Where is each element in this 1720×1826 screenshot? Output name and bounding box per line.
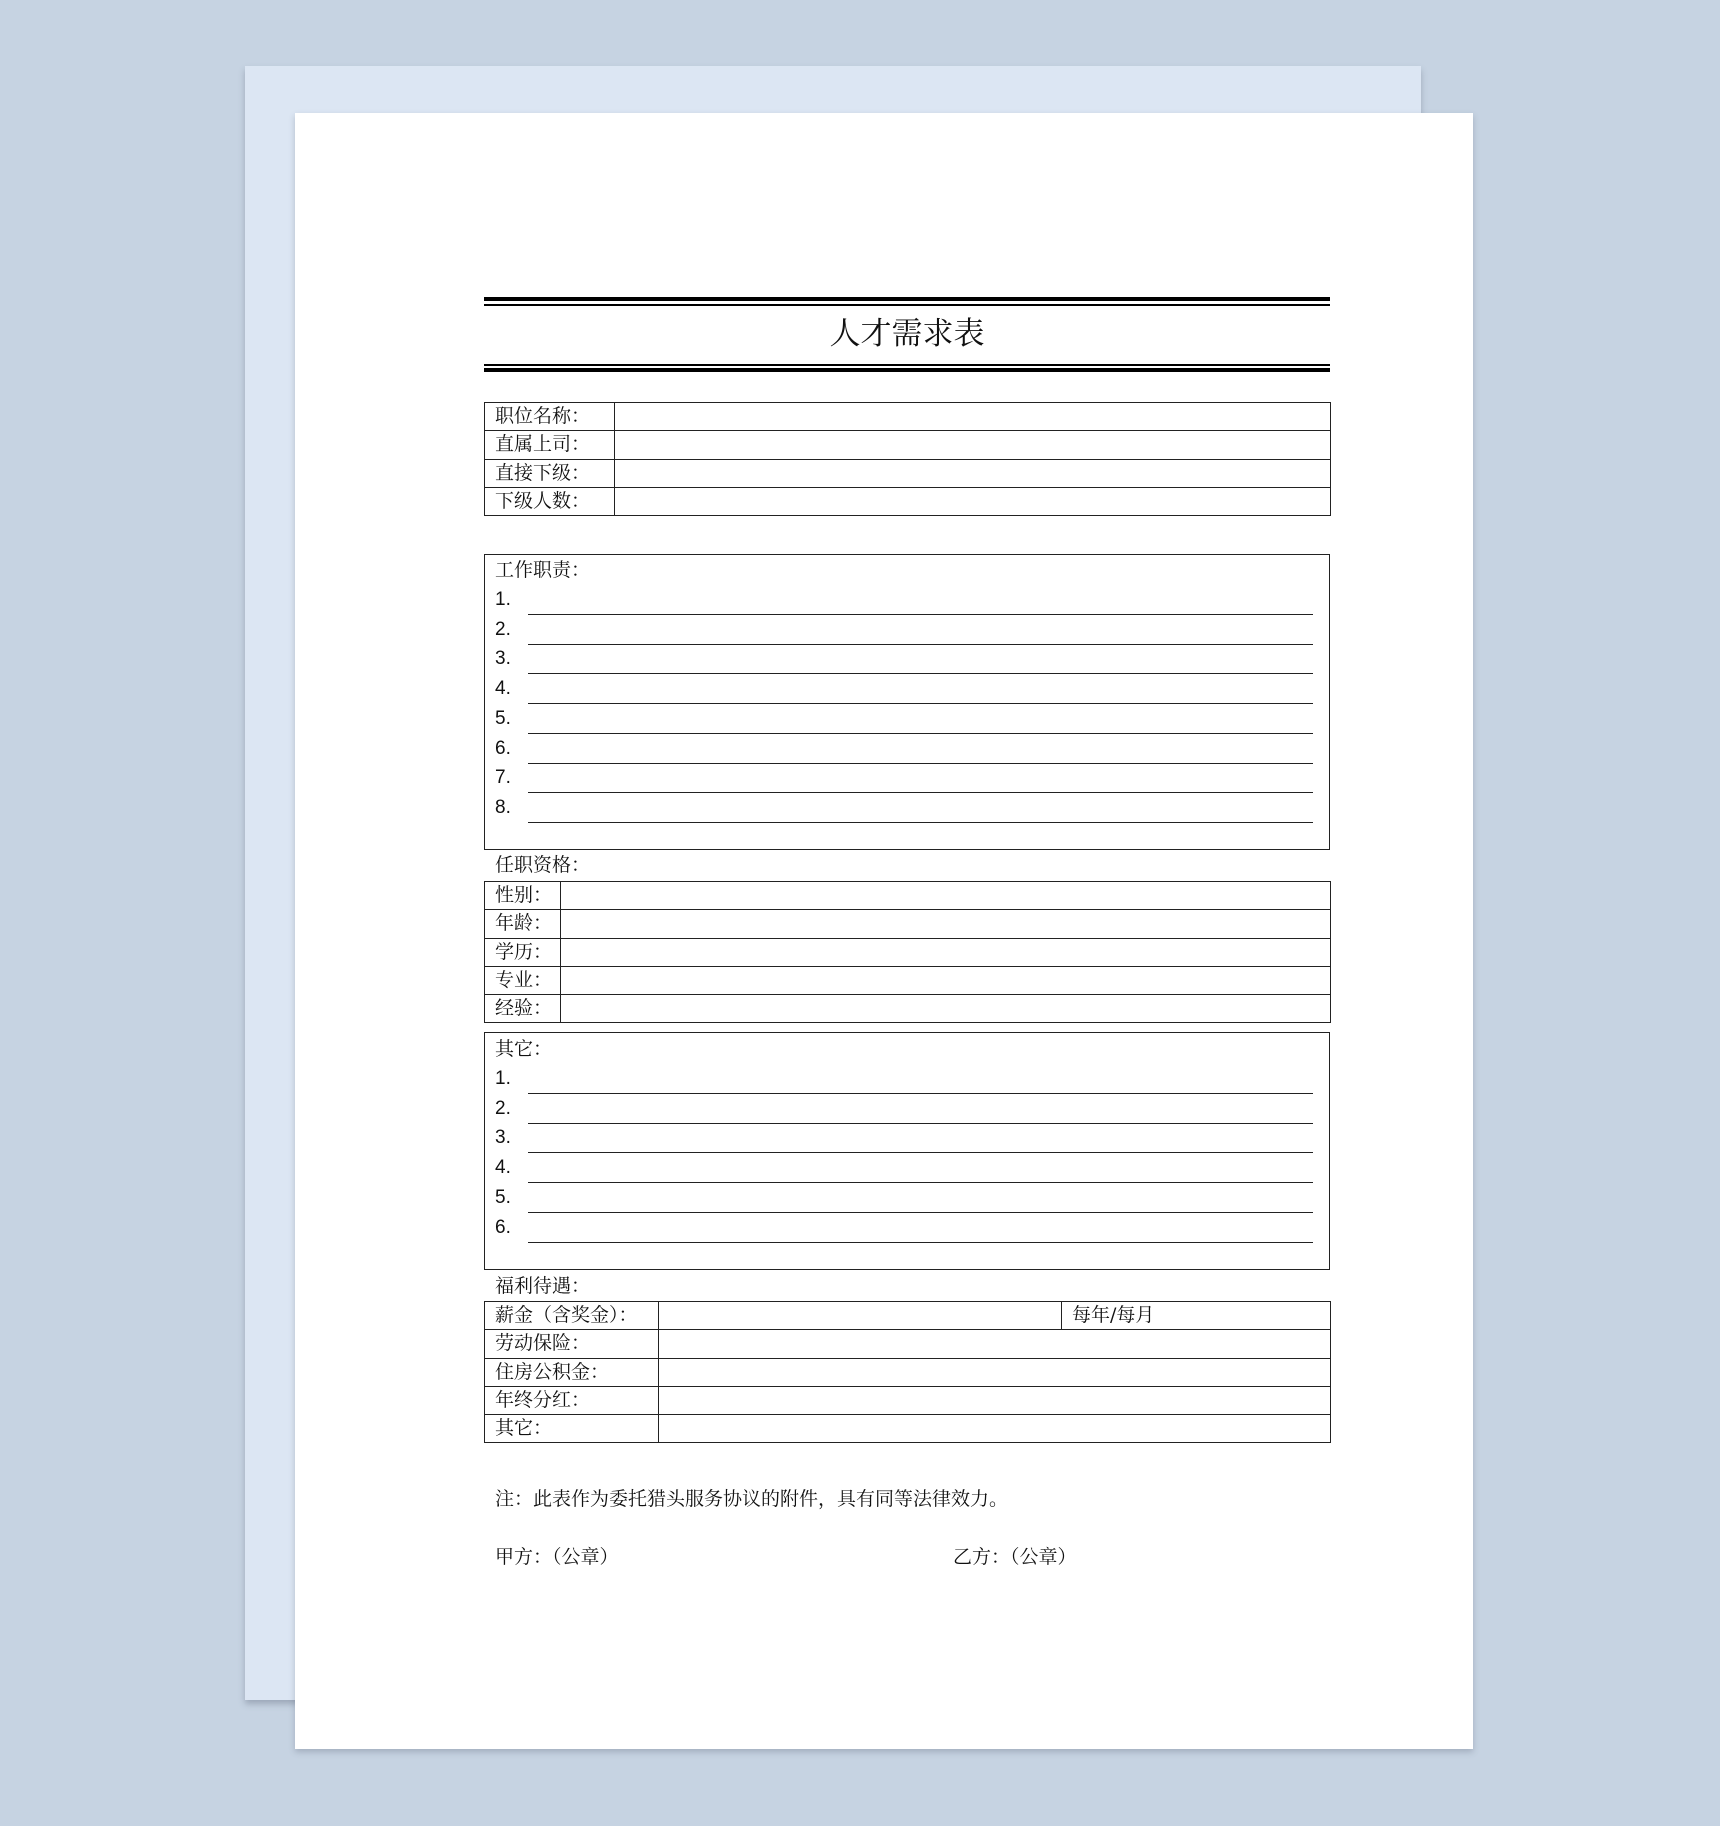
blank-line[interactable] — [528, 1123, 1313, 1124]
table-row — [485, 938, 1331, 966]
blank-line[interactable] — [528, 614, 1313, 615]
title-rule-top-thin — [484, 304, 1330, 306]
qualifications-label: 任职资格： — [495, 854, 591, 876]
page-title: 人才需求表 — [829, 316, 985, 352]
blank-line[interactable] — [528, 703, 1313, 704]
blank-line[interactable] — [528, 822, 1313, 823]
subordinate-field[interactable] — [615, 459, 1331, 487]
salary-field[interactable] — [659, 1302, 1062, 1330]
party-a-seal: 甲方：（公章） — [495, 1546, 619, 1568]
position-info-table — [484, 402, 1331, 516]
item-number: 4. — [495, 1157, 511, 1179]
numbered-line-item[interactable] — [495, 587, 1313, 613]
age-field[interactable] — [561, 910, 1331, 938]
blank-line[interactable] — [528, 673, 1313, 674]
table-row — [485, 1386, 1331, 1414]
blank-line[interactable] — [528, 1093, 1313, 1094]
numbered-line-item[interactable] — [495, 706, 1313, 732]
item-number: 1. — [495, 1068, 511, 1089]
title-rule-top-thick — [484, 297, 1330, 301]
gender-field[interactable] — [561, 882, 1331, 910]
other-benefits-field[interactable] — [659, 1415, 1331, 1443]
item-number: 8. — [495, 796, 511, 818]
duties-box — [484, 554, 1330, 850]
benefits-table — [484, 1301, 1331, 1443]
education-field[interactable] — [561, 938, 1331, 966]
numbered-line-item[interactable] — [495, 646, 1313, 672]
item-number: 4. — [495, 678, 511, 700]
numbered-line-item[interactable] — [495, 1185, 1313, 1211]
other-requirements-box — [484, 1032, 1330, 1270]
blank-line[interactable] — [528, 1152, 1313, 1153]
item-number: 6. — [495, 1216, 511, 1238]
table-row — [485, 1302, 1331, 1330]
field-label: 性别： — [485, 882, 561, 910]
blank-line[interactable] — [528, 763, 1313, 764]
field-label: 其它： — [485, 1415, 659, 1443]
insurance-field[interactable] — [659, 1330, 1331, 1358]
item-number: 5. — [495, 707, 511, 729]
housing-fund-field[interactable] — [659, 1358, 1331, 1386]
year-end-bonus-field[interactable] — [659, 1386, 1331, 1414]
blank-line[interactable] — [528, 644, 1313, 645]
item-number: 2. — [495, 618, 511, 640]
item-number: 1. — [495, 589, 511, 610]
table-row — [485, 995, 1331, 1023]
field-label: 年终分红： — [485, 1386, 659, 1414]
field-label: 职位名称： — [485, 403, 615, 431]
position-name-field[interactable] — [615, 403, 1331, 431]
numbered-line-item[interactable] — [495, 795, 1313, 821]
field-label: 学历： — [485, 938, 561, 966]
numbered-line-item[interactable] — [495, 736, 1313, 762]
field-label: 专业： — [485, 966, 561, 994]
supervisor-field[interactable] — [615, 431, 1331, 459]
table-row — [485, 487, 1331, 515]
major-field[interactable] — [561, 966, 1331, 994]
numbered-line-item[interactable] — [495, 676, 1313, 702]
field-label: 劳动保险： — [485, 1330, 659, 1358]
blank-line[interactable] — [528, 1182, 1313, 1183]
numbered-line-item[interactable] — [495, 617, 1313, 643]
party-b-seal: 乙方：（公章） — [953, 1546, 1077, 1568]
field-label: 直接下级： — [485, 459, 615, 487]
subordinate-count-field[interactable] — [615, 487, 1331, 515]
numbered-line-item[interactable] — [495, 1125, 1313, 1151]
table-row — [485, 459, 1331, 487]
table-row — [485, 882, 1331, 910]
other-label: 其它： — [495, 1038, 553, 1060]
numbered-line-item[interactable] — [495, 1155, 1313, 1181]
item-number: 2. — [495, 1097, 511, 1119]
numbered-line-item[interactable] — [495, 1215, 1313, 1241]
numbered-line-item[interactable] — [495, 765, 1313, 791]
experience-field[interactable] — [561, 995, 1331, 1023]
field-label: 直属上司： — [485, 431, 615, 459]
blank-line[interactable] — [528, 1242, 1313, 1243]
benefits-label: 福利待遇： — [495, 1275, 591, 1297]
blank-line[interactable] — [528, 792, 1313, 793]
item-number: 3. — [495, 648, 511, 670]
table-row — [485, 1330, 1331, 1358]
table-row — [485, 403, 1331, 431]
salary-unit: 每年/每月 — [1062, 1302, 1331, 1330]
field-label: 年龄： — [485, 910, 561, 938]
item-number: 3. — [495, 1127, 511, 1149]
numbered-line-item[interactable] — [495, 1066, 1313, 1092]
field-label: 薪金（含奖金）： — [485, 1302, 659, 1330]
note-text: 注：此表作为委托猎头服务协议的附件，具有同等法律效力。 — [495, 1488, 1009, 1510]
table-row — [485, 1415, 1331, 1443]
field-label: 下级人数： — [485, 487, 615, 515]
blank-line[interactable] — [528, 1212, 1313, 1213]
blank-line[interactable] — [528, 733, 1313, 734]
item-number: 6. — [495, 737, 511, 759]
title-rule-bottom-thick — [484, 368, 1330, 372]
table-row — [485, 431, 1331, 459]
field-label: 经验： — [485, 995, 561, 1023]
table-row — [485, 966, 1331, 994]
table-row — [485, 910, 1331, 938]
item-number: 5. — [495, 1186, 511, 1208]
title-rule-bottom-thin — [484, 364, 1330, 366]
field-label: 住房公积金： — [485, 1358, 659, 1386]
table-row — [485, 1358, 1331, 1386]
qualifications-table — [484, 881, 1331, 1023]
numbered-line-item[interactable] — [495, 1096, 1313, 1122]
duties-label: 工作职责： — [495, 559, 591, 581]
item-number: 7. — [495, 767, 511, 789]
